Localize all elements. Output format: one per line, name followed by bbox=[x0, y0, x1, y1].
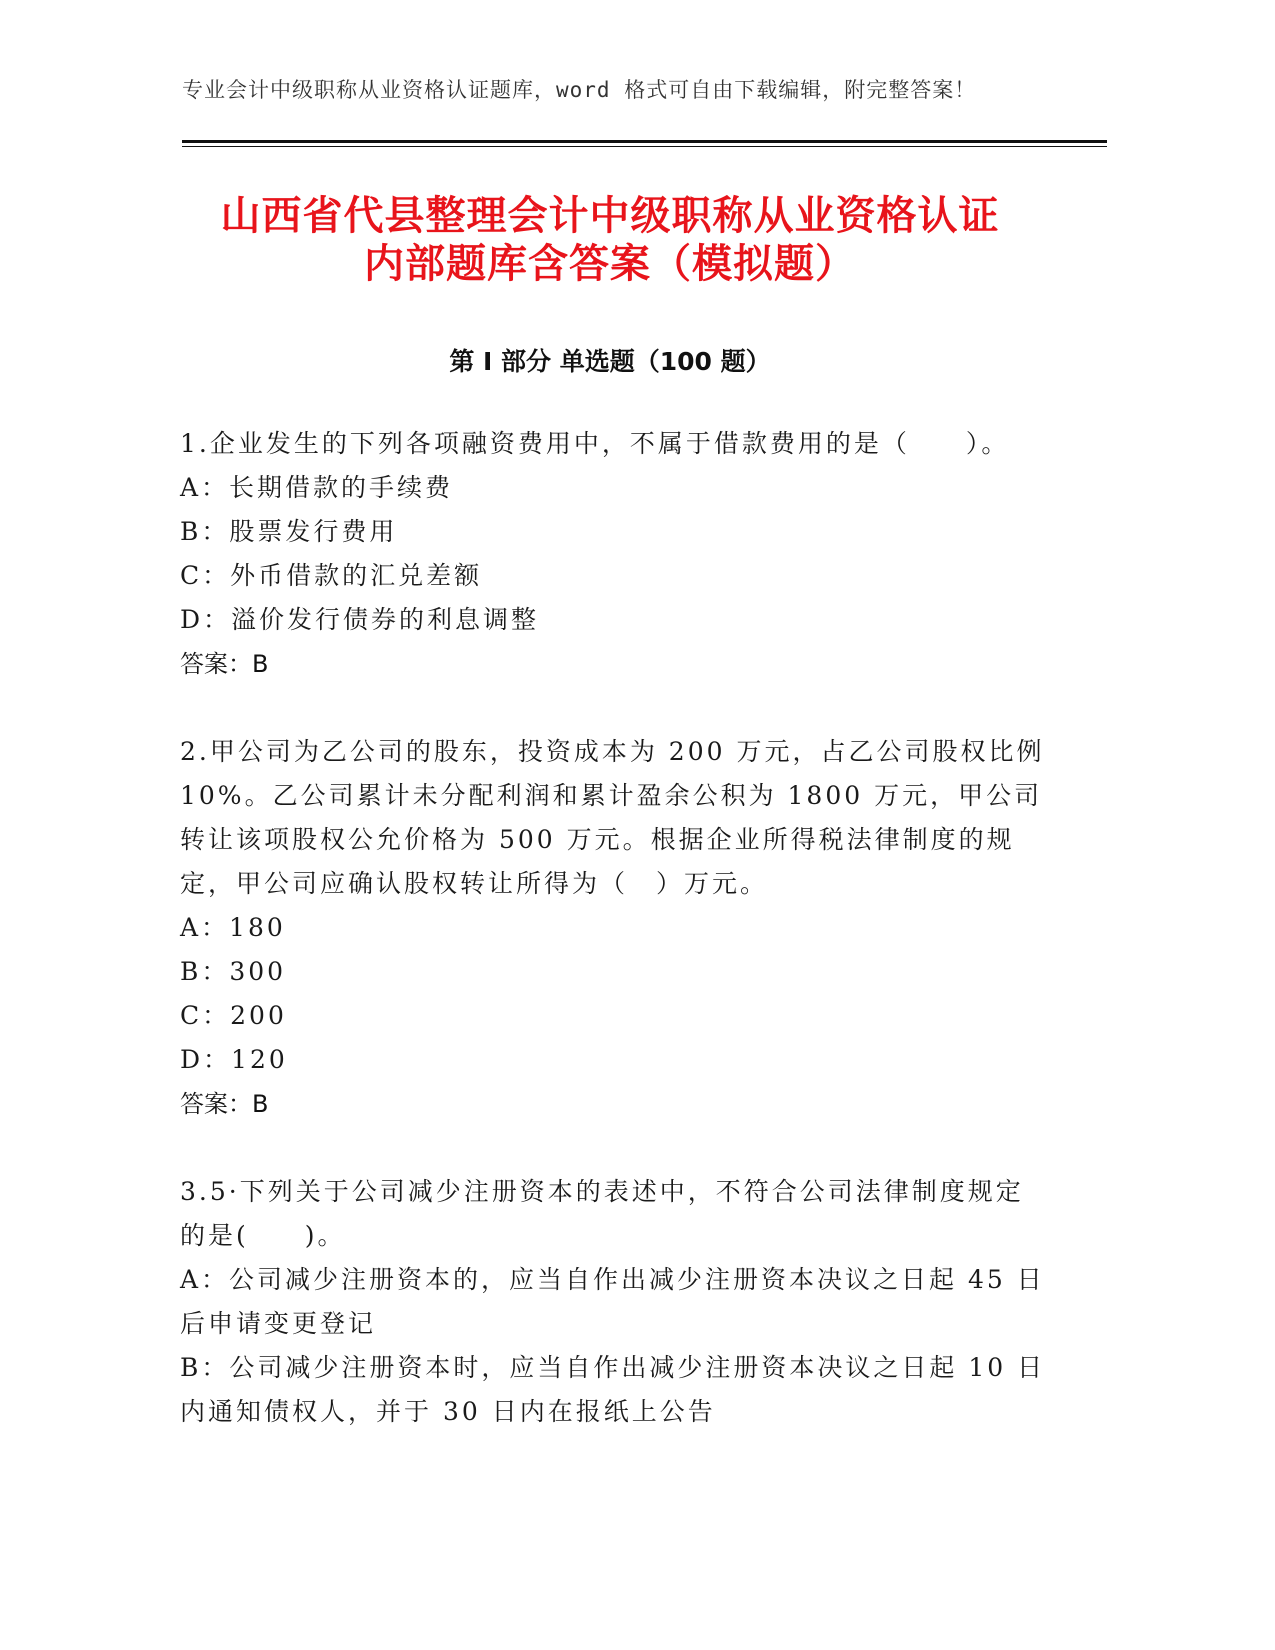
option-b: B：公司减少注册资本时，应当自作出减少注册资本决议之日起 10 日内通知债权人，并于 30 日内在报纸上公告 bbox=[180, 1353, 1046, 1426]
answer: 答案：B bbox=[180, 1090, 269, 1118]
title-line-1: 山西省代县整理会计中级职称从业资格认证 bbox=[220, 193, 1000, 239]
header-rule-thin bbox=[182, 146, 1107, 147]
section-heading: 第 I 部分 单选题（100 题） bbox=[449, 347, 771, 376]
option-c: C：200 bbox=[180, 1001, 287, 1030]
option-d: D：120 bbox=[180, 1045, 288, 1074]
question-2 bbox=[180, 730, 1050, 1126]
option-d: D：溢价发行债券的利息调整 bbox=[180, 605, 540, 634]
option-b: B：股票发行费用 bbox=[180, 517, 398, 546]
question-stem: 3.5·下列关于公司减少注册资本的表述中，不符合公司法律制度规定的是( )。 bbox=[180, 1177, 1024, 1250]
header-rule-thick bbox=[182, 140, 1107, 143]
option-c: C：外币借款的汇兑差额 bbox=[180, 561, 483, 590]
option-b: B：300 bbox=[180, 957, 287, 986]
header-note: 专业会计中级职称从业资格认证题库，word 格式可自由下载编辑，附完整答案！ bbox=[182, 78, 977, 102]
question-stem: 2.甲公司为乙公司的股东，投资成本为 200 万元，占乙公司股权比例 10%。乙公司累计未分配利润和累计盈余公积为 1800 万元，甲公司转让该项股权公允价格为 500 万元。根据企业所得税法律制度的规定，甲公司应确认股权转让所得为（ ）万元。 bbox=[180, 737, 1045, 898]
title-line-2: 内部题库含答案（模拟题） bbox=[364, 241, 856, 287]
option-a: A：长期借款的手续费 bbox=[180, 473, 454, 502]
document-title bbox=[150, 192, 1070, 288]
question-list bbox=[180, 422, 1050, 1478]
answer: 答案：B bbox=[180, 650, 269, 678]
option-a: A：公司减少注册资本的，应当自作出减少注册资本决议之日起 45 日后申请变更登记 bbox=[180, 1265, 1045, 1338]
question-3 bbox=[180, 1170, 1050, 1434]
option-a: A：180 bbox=[180, 913, 286, 942]
question-1 bbox=[180, 422, 1050, 686]
question-stem: 1.企业发生的下列各项融资费用中，不属于借款费用的是（ ）。 bbox=[180, 429, 1010, 458]
